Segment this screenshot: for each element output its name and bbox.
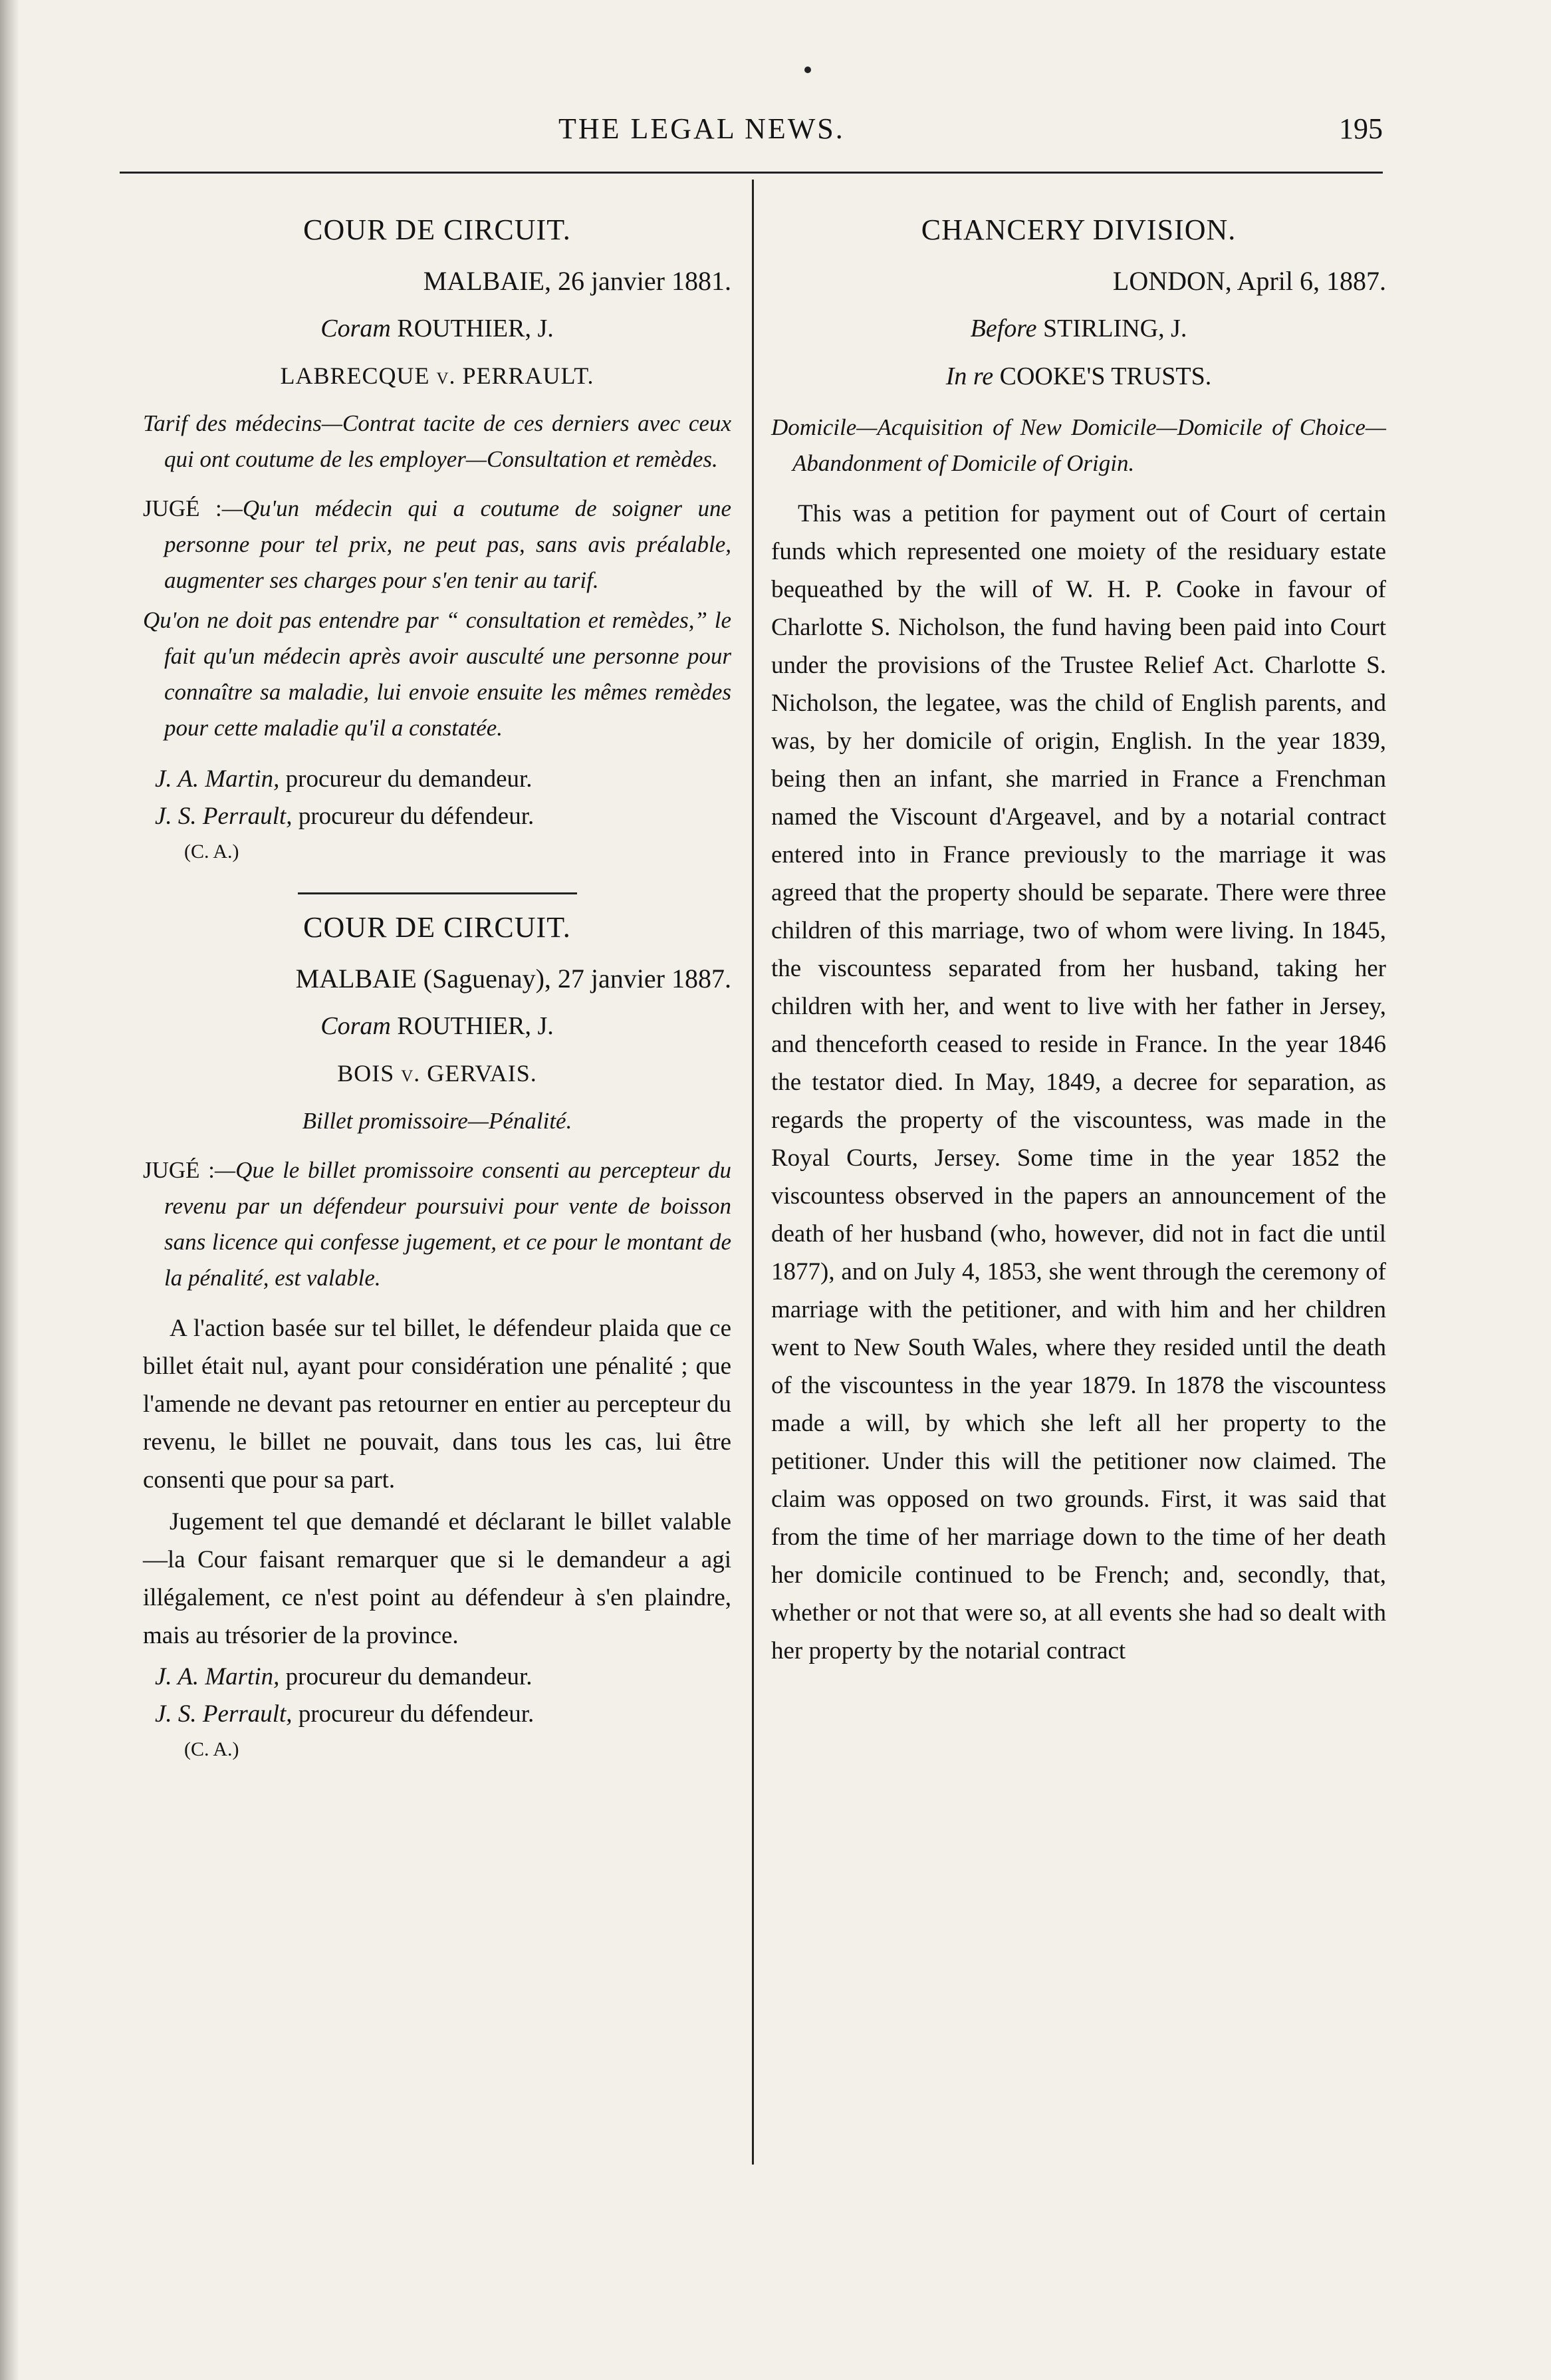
judge-name: ROUTHIER, J. — [397, 1012, 554, 1040]
counsel-role: procureur du défendeur. — [292, 1700, 535, 1728]
court-heading: COUR DE CIRCUIT. — [303, 213, 571, 246]
reporter-initials: (C. A.) — [184, 841, 239, 862]
counsel-line — [143, 798, 731, 835]
coram-label: Coram — [320, 1012, 391, 1040]
ink-speck — [804, 66, 811, 73]
held-text: —Que le billet promissoire consenti au percepteur du revenu par un défendeur poursuivi pour vente de boisson sans licence qui confesse jugement, et ce pour le montant de la pénalité, est valable. — [164, 1157, 731, 1291]
counsel-role: procureur du demandeur. — [279, 1663, 533, 1690]
case-labrecque-v-perrault — [143, 213, 731, 868]
court-heading: COUR DE CIRCUIT. — [303, 911, 571, 944]
body-paragraph: Jugement tel que demandé et déclarant le billet valable—la Cour faisant remarquer que si le demandeur a agi illégalement, ce n'est point au défendeur à s'en plaindre, mais au trésorier de la province. — [143, 1508, 731, 1649]
reporter-initials: (C. A.) — [184, 1738, 239, 1760]
case-name: COOKE'S TRUSTS. — [999, 362, 1212, 390]
held-paragraph — [143, 491, 731, 598]
before-label: Before — [970, 315, 1037, 342]
counsel-line — [143, 1658, 731, 1696]
coram-line — [143, 1011, 731, 1041]
counsel-line — [143, 761, 731, 798]
held-paragraph — [143, 1152, 731, 1296]
body-paragraph: This was a petition for payment out of Court of certain funds which represented one moiety of the residuary estate bequeathed by the will of W. H. P. Cooke in favour of Charlotte S. Nicholson, the fund having been paid into Court under the provisions of the Trustee Relief Act. Charlotte S. Nicholson, the legatee, was the child of English parents, and was, by her domicile of origin, English. In the year 1839, being then an infant, she married in France a Frenchman named the Viscount d'Argeavel, and by a notarial contract entered into in France previously to the marriage it was agreed that the property should be separate. There were three children of this marriage, two of whom were living. In 1845, the viscountess separated from her husband, taking her children with her, and went to live with her father in Jersey, and thenceforth ceased to reside in France. In the year 1846 the testator died. In May, 1849, a decree for separation, as regards the property of the viscountess, was made in the Royal Courts, Jersey. Some time in the year 1852 the viscountess observed in the papers an announcement of the death of her husband (who, however, did not in fact die until 1877), and on July 4, 1853, she went through the ceremony of marriage with the petitioner, and with him and her children went to New South Wales, where they resided until the death of the viscountess in the year 1879. In 1878 the viscountess made a will, by which she left all her property to the petitioner. Under this will the petitioner now claimed. The claim was opposed on two grounds. First, it was said that from the time of her marriage down to the time of her death her domicile continued to be French; and, secondly, that, whether or not that were so, at all events she had so dealt with her property by the notarial contract — [771, 500, 1386, 1664]
page-number: 195 — [1339, 112, 1383, 145]
header-rule — [120, 172, 1383, 174]
judge-name: ROUTHIER, J. — [397, 315, 554, 342]
counsel-role: procureur du demandeur. — [279, 765, 533, 793]
body-paragraph: A l'action basée sur tel billet, le défendeur plaida que ce billet était nul, ayant pour considération une pénalité ; que l'amende ne devant pas retourner en entier au percepteur du revenu, le billet ne pouvait, dans tous les cas, lui être consenti que pour sa part. — [143, 1315, 731, 1494]
held-label: JUGÉ : — [143, 495, 222, 521]
counsel-line — [143, 1696, 731, 1733]
counsel-name: J. S. Perrault, — [155, 803, 293, 830]
coram-line — [143, 314, 731, 343]
right-column — [771, 199, 1386, 1674]
judge-name: STIRLING, J. — [1043, 315, 1187, 342]
counsel-name: J. A. Martin, — [155, 1663, 280, 1690]
counsel-name: J. S. Perrault, — [155, 1700, 293, 1728]
coram-label: Coram — [320, 315, 391, 342]
in-re-label: In re — [945, 362, 994, 390]
left-column — [143, 199, 731, 1785]
case-title: LABRECQUE v. PERRAULT. — [280, 362, 594, 389]
court-heading: CHANCERY DIVISION. — [921, 213, 1237, 246]
headnote: Tarif des médecins—Contrat tacite de ces derniers avec ceux qui ont coutume de les employer—Consultation et remèdes. — [143, 410, 731, 472]
place-date: LONDON, April 6, 1887. — [1112, 266, 1386, 296]
headnote: Billet promissoire—Pénalité. — [302, 1108, 572, 1134]
case-title: BOIS v. GERVAIS. — [337, 1060, 537, 1087]
section-divider — [298, 892, 577, 894]
held-label: JUGÉ : — [143, 1157, 215, 1183]
case-bois-v-gervais — [143, 910, 731, 1766]
page-edge-shadow — [0, 0, 19, 2380]
case-title — [771, 362, 1386, 391]
column-divider — [752, 180, 754, 2165]
held-paragraph-2: Qu'on ne doit pas entendre par “ consultation et remèdes,” le fait qu'un médecin après avoir ausculté une personne pour connaître sa maladie, lui envoie ensuite les mêmes remèdes pour cette maladie qu'il a constatée. — [143, 607, 731, 741]
place-date: MALBAIE (Saguenay), 27 janvier 1887. — [295, 964, 731, 993]
before-line — [771, 314, 1386, 343]
running-title: THE LEGAL NEWS. — [558, 112, 845, 145]
headnote: Domicile—Acquisition of New Domicile—Domicile of Choice—Abandonment of Domicile of Origin. — [771, 414, 1386, 476]
place-date: MALBAIE, 26 janvier 1881. — [423, 266, 731, 296]
counsel-name: J. A. Martin, — [155, 765, 280, 793]
held-text: —Qu'un médecin qui a coutume de soigner une personne pour tel prix, ne peut pas, sans avis préalable, augmenter ses charges pour s'en tenir au tarif. — [164, 495, 731, 593]
counsel-role: procureur du défendeur. — [292, 803, 535, 830]
page-header — [120, 112, 1383, 165]
